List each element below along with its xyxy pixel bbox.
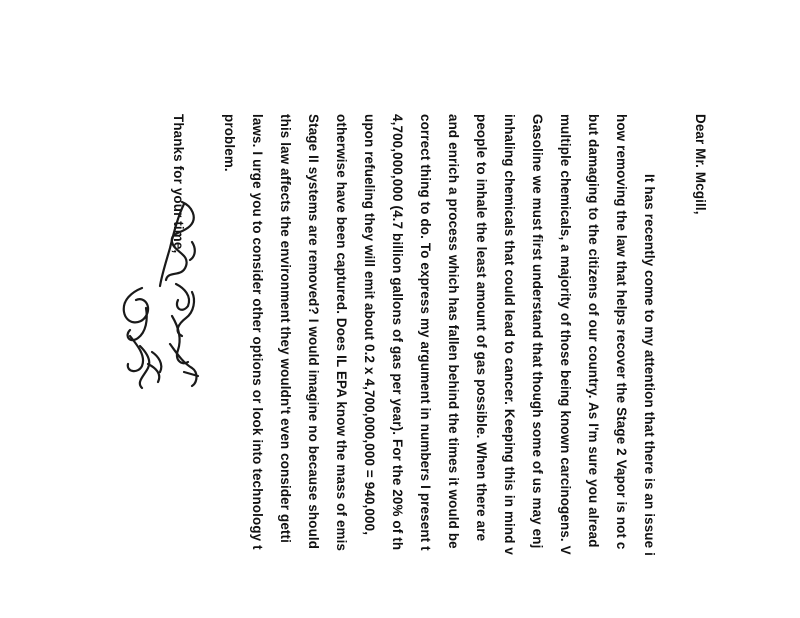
letter-line: and enrich a process which has fallen behind the times it would be (446, 114, 461, 549)
letter-line: upon refueling they will emit about 0.2 x 4,700,000,000 = 940,000, (362, 114, 377, 536)
letter-line: but damaging to the citizens of our country. As I'm sure you alread (586, 114, 601, 548)
letter-line: people to inhale the least amount of gas possible. When there are (474, 114, 489, 542)
letter-line: Stage II systems are removed? I would imagine no because should (306, 114, 321, 550)
letter-line: correct thing to do. To express my argument in numbers I present t (418, 114, 433, 551)
letter-line: It has recently come to my attention that there is an issue i (642, 174, 657, 556)
letter-line: otherwise have been captured. Does IL EPA know the mass of emis (334, 114, 349, 552)
letter-line: laws. I urge you to consider other options or look into technology t (250, 114, 265, 550)
letter-line: multiple chemicals, a majority of those being known carcinogens. V (558, 114, 573, 555)
letter-line: 4,700,000,000 (4.7 billion gallons of gas per year). For the 20% of th (390, 114, 405, 551)
salutation: Dear Mr. Mcgill, (693, 114, 708, 215)
letter-line: problem. (222, 114, 237, 172)
letter-line: how removing the law that helps recover the Stage 2 Vapor is not c (614, 114, 629, 550)
letter-line: this law affects the environment they wouldn't even consider getti (278, 114, 293, 544)
handwritten-signature (112, 196, 202, 392)
closing: Thanks for your time, (171, 114, 186, 254)
letter-line: Gasoline we must first understand that though some of us may enj (530, 114, 545, 549)
letter-line: inhaling chemicals that could lead to cancer. Keeping this in mind v (502, 114, 517, 556)
